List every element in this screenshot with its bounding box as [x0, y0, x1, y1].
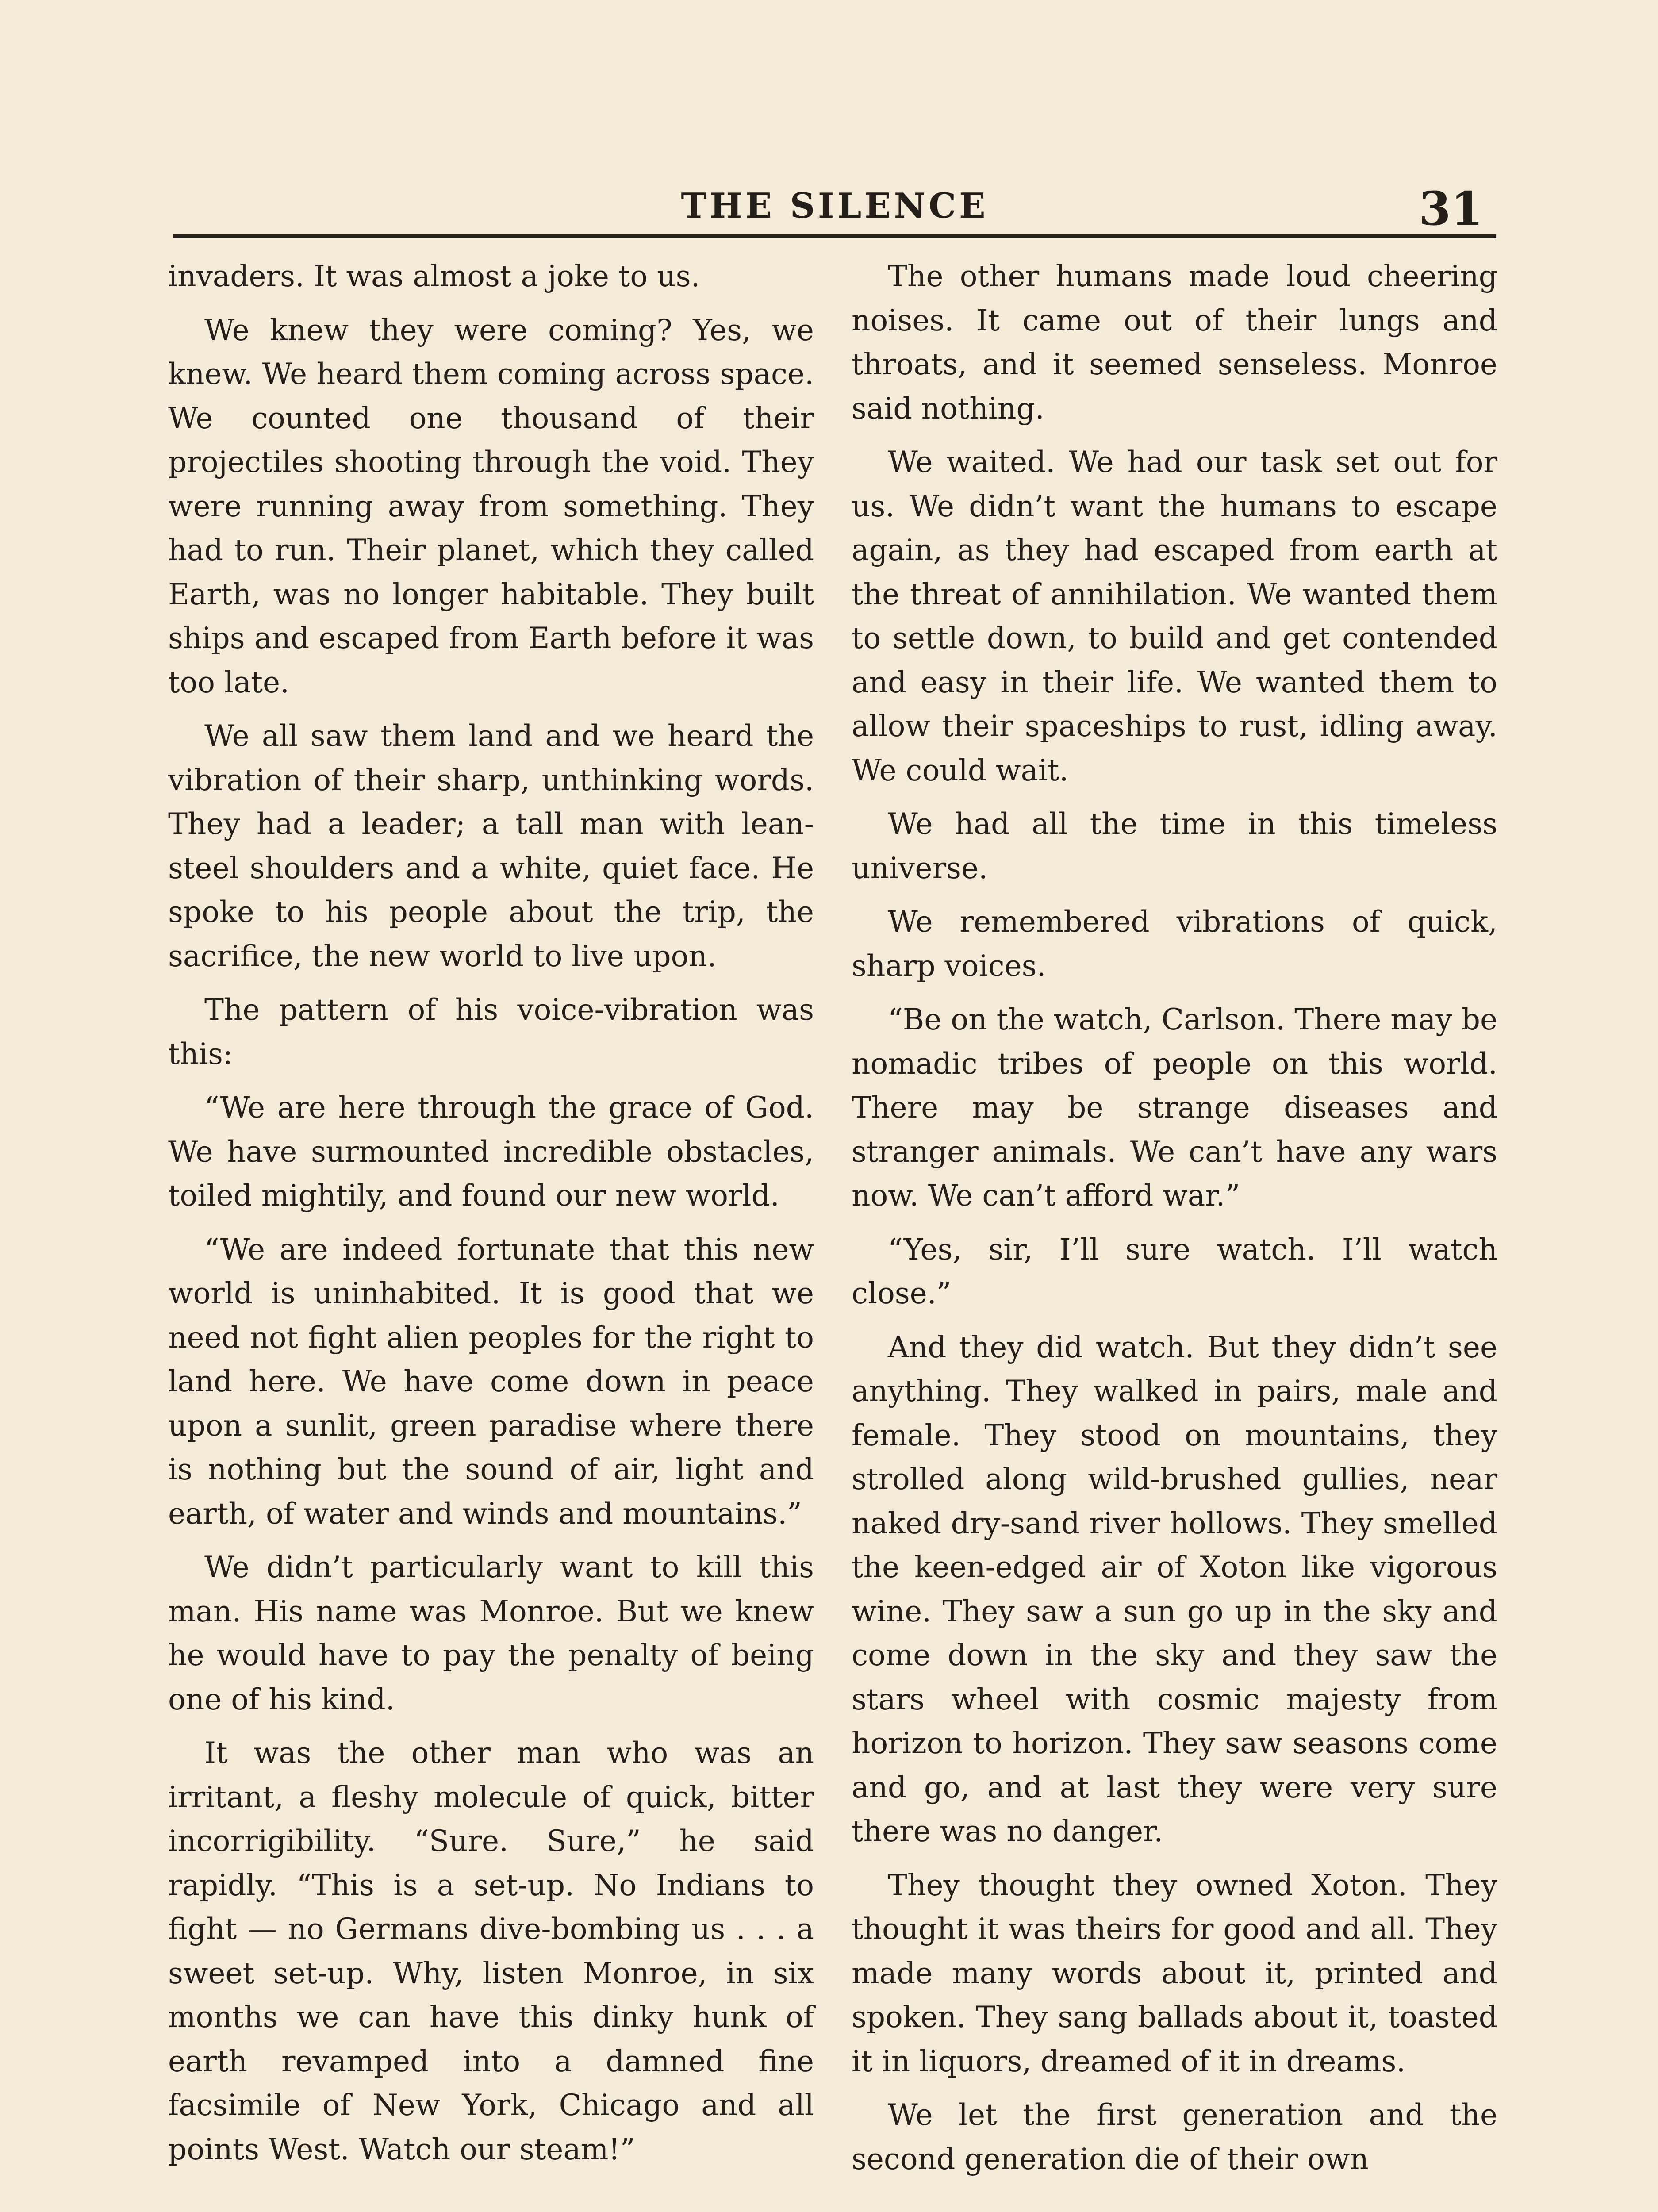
paragraph: The other humans made loud cheering noises. It came out of their lungs and throats, and it seemed senseless. Monroe said nothing.: [852, 259, 1497, 426]
page-number: 31: [1419, 181, 1483, 236]
paragraph: And they did watch. But they didn’t see anything. They walked in pairs, male and female. They stood on mountains, they strolled along wild-brushed gullies, near naked dry-sand river hollows. They smelled the keen-edged air of Xoton like vigorous wine. They saw a sun go up in the sky and come down in the sky and they saw the stars wheel with cosmic majesty from horizon to horizon. They saw seasons come and go, and at last they were very sure there was no danger.: [852, 1330, 1497, 1848]
paragraph: We waited. We had our task set out for us. We didn’t want the humans to escape again, as they had escaped from earth at the threat of annihilation. We wanted them to settle down, to build and get contended and easy in their life. We wanted them to allow their spaceships to rust, idling away. We could wait.: [852, 445, 1497, 787]
paragraph: We didn’t particularly want to kill this man. His name was Monroe. But we knew he would have to pay the penalty of being one of his kind.: [168, 1550, 814, 1717]
paragraph: We let the first generation and the second generation die of their own: [852, 2098, 1497, 2176]
paragraph: We knew they were coming? Yes, we knew. We heard them coming across space. We counted one thousand of their projectiles shooting through the void. They were running away from something. They had to run. Their planet, which they called Earth, was no longer habitable. They built ships and escaped from Earth before it was too late.: [168, 313, 814, 699]
paragraph: The pattern of his voice-vibration was this:: [168, 993, 814, 1071]
paragraph: “We are here through the grace of God. We have surmounted incredible obstacles, toiled mightily, and found our new world.: [168, 1091, 814, 1213]
paragraph: They thought they owned Xoton. They thought it was theirs for good and all. They made many words about it, printed and spoken. They sang ballads about it, toasted it in liquors, dreamed of it in dreams.: [852, 1868, 1497, 2078]
header-rule: [173, 234, 1496, 238]
paragraph: It was the other man who was an irritant, a fleshy molecule of quick, bitter incorrigibility. “Sure. Sure,” he said rapidly. “This is a set-up. No Indians to fight — no Germans dive-bombing us . . . a sweet set-up. Why, listen Monroe, in six months we can have this dinky hunk of earth revamped into a damned fine facsimile of New York, Chicago and all points West. Watch our steam!”: [168, 1736, 814, 2166]
running-title: THE SILENCE: [681, 186, 989, 226]
paragraph: We had all the time in this timeless universe.: [852, 807, 1497, 885]
paragraph: invaders. It was almost a joke to us.: [168, 259, 700, 293]
paragraph: “We are indeed fortunate that this new world is uninhabited. It is good that we need not fight alien peoples for the right to land here. We have come down in peace upon a sunlit, green paradise where there is nothing but the sound of air, light and earth, of water and winds and mountains.”: [168, 1232, 814, 1531]
paragraph: “Be on the watch, Carlson. There may be nomadic tribes of people on this world. There may be strange diseases and stranger animals. We can’t have any wars now. We can’t afford war.”: [852, 1002, 1497, 1213]
left-column: [168, 254, 814, 2181]
paragraph: We all saw them land and we heard the vibration of their sharp, unthinking words. They had a leader; a tall man with lean-steel shoulders and a white, quiet face. He spoke to his people about the trip, the sacrifice, the new world to live upon.: [168, 719, 814, 973]
paragraph: “Yes, sir, I’ll sure watch. I’ll watch close.”: [852, 1232, 1497, 1310]
right-column: [852, 254, 1497, 2191]
page-header: [173, 181, 1496, 239]
paragraph: We remembered vibrations of quick, sharp voices.: [852, 905, 1497, 983]
